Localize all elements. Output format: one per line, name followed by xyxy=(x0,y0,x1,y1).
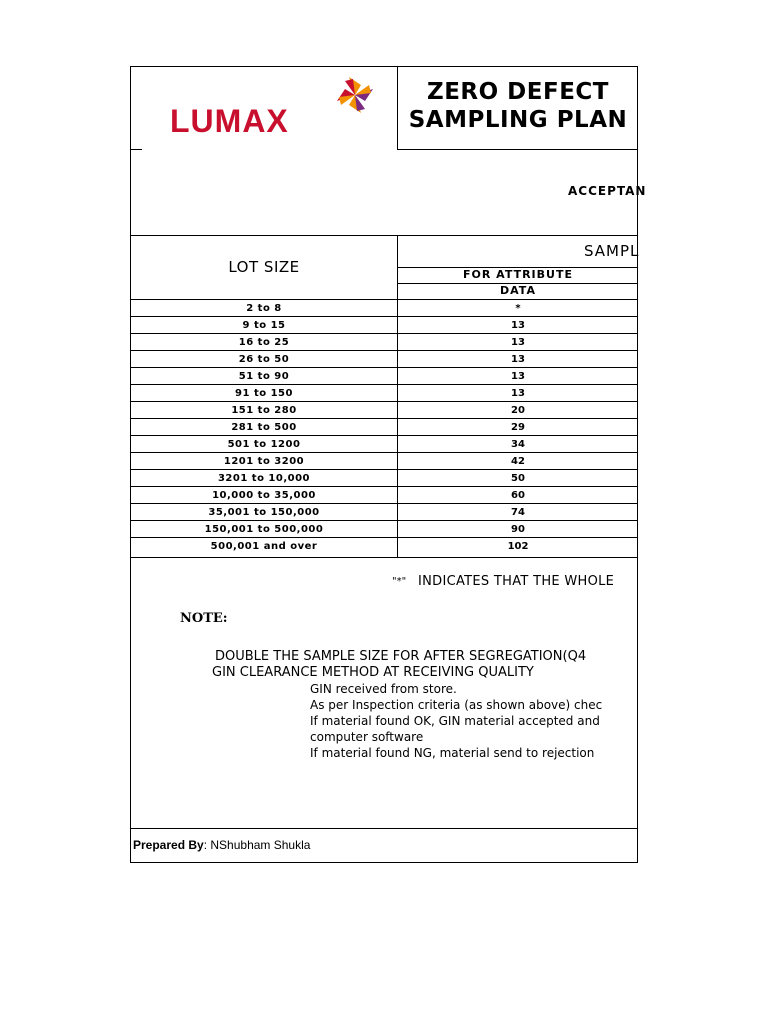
row-divider xyxy=(130,520,638,521)
lot-size-header: LOT SIZE xyxy=(228,258,300,276)
lot-size-cell: 500,001 and over xyxy=(210,541,318,552)
table-row xyxy=(130,351,638,368)
brand-wordmark: LUMAX xyxy=(170,103,289,136)
table-row xyxy=(130,504,638,521)
lot-size-cell: 1201 to 3200 xyxy=(223,456,305,467)
row-divider xyxy=(130,537,638,538)
row-divider xyxy=(130,452,638,453)
lot-size-cell: 281 to 500 xyxy=(231,422,297,433)
note-label: NOTE: xyxy=(180,611,228,626)
table-row xyxy=(130,436,638,453)
lot-size-cell: 16 to 25 xyxy=(238,337,290,348)
table-row xyxy=(130,368,638,385)
lumax-logo xyxy=(170,72,380,136)
note-line-1: DOUBLE THE SAMPLE SIZE FOR AFTER SEGREGATION(Q4 xyxy=(215,649,587,664)
row-divider xyxy=(130,469,638,470)
title-line-2: SAMPLING PLAN xyxy=(408,107,628,133)
note-line-7: If material found NG, material send to rejection xyxy=(310,746,595,760)
prepared-by-value: : NShubham Shukla xyxy=(203,838,311,852)
sample-size-cell: 60 xyxy=(511,490,525,501)
lot-size-cell: 91 to 150 xyxy=(235,388,293,399)
header-underline-left xyxy=(130,149,142,150)
row-divider xyxy=(130,316,638,317)
sample-size-cell: 13 xyxy=(511,371,525,382)
table-bottom-border xyxy=(130,557,638,558)
table-row xyxy=(130,470,638,487)
sample-size-cell: 13 xyxy=(511,337,525,348)
sample-size-cell: * xyxy=(515,303,521,314)
lot-size-cell: 2 to 8 xyxy=(246,303,282,314)
row-divider xyxy=(130,435,638,436)
table-row xyxy=(130,317,638,334)
row-divider xyxy=(130,333,638,334)
lot-size-cell: 51 to 90 xyxy=(238,371,290,382)
row-divider xyxy=(130,503,638,504)
note-line-2: GIN CLEARANCE METHOD AT RECEIVING QUALITY xyxy=(212,665,534,680)
row-divider xyxy=(130,367,638,368)
sample-size-cell: 42 xyxy=(511,456,525,467)
pinwheel-icon xyxy=(337,77,373,113)
sample-size-cell: 13 xyxy=(511,354,525,365)
sample-header: SAMPL xyxy=(584,242,640,260)
row-divider xyxy=(130,418,638,419)
row-divider xyxy=(130,401,638,402)
note-line-5: If material found OK, GIN material accepted and xyxy=(310,714,600,728)
row-divider xyxy=(130,486,638,487)
sample-size-cell: 34 xyxy=(511,439,525,450)
sample-size-cell: 90 xyxy=(511,524,525,535)
table-row xyxy=(130,385,638,402)
table-row xyxy=(130,300,638,317)
page-title xyxy=(398,78,638,134)
table-row xyxy=(130,419,638,436)
lot-size-cell: 9 to 15 xyxy=(242,320,286,331)
asterisk-note: INDICATES THAT THE WHOLE xyxy=(418,574,615,589)
row-divider xyxy=(130,384,638,385)
note-line-4: As per Inspection criteria (as shown above) chec xyxy=(310,698,603,712)
table-row xyxy=(130,487,638,504)
attribute-header-line-1: FOR ATTRIBUTE xyxy=(463,268,573,281)
title-line-1: ZERO DEFECT xyxy=(427,79,609,105)
sample-size-cell: 29 xyxy=(511,422,525,433)
asterisk-mark: "*" xyxy=(392,576,407,587)
note-line-3: GIN received from store. xyxy=(310,682,457,696)
row-divider xyxy=(130,299,638,300)
border-bottom xyxy=(130,862,638,863)
table-row xyxy=(130,402,638,419)
sample-size-cell: 13 xyxy=(511,388,525,399)
lot-size-cell: 150,001 to 500,000 xyxy=(204,524,324,535)
acceptance-label: ACCEPTAN xyxy=(568,184,647,198)
lot-size-cell: 35,001 to 150,000 xyxy=(208,507,320,518)
prepared-by xyxy=(133,838,310,852)
row-divider xyxy=(130,350,638,351)
border-top xyxy=(130,66,638,67)
lot-size-cell: 3201 to 10,000 xyxy=(217,473,311,484)
lot-size-cell: 26 to 50 xyxy=(238,354,290,365)
sample-size-cell: 20 xyxy=(511,405,525,416)
table-row xyxy=(130,334,638,351)
table-row xyxy=(130,453,638,470)
lot-size-cell: 151 to 280 xyxy=(231,405,297,416)
lot-size-cell: 10,000 to 35,000 xyxy=(212,490,316,501)
sample-size-cell: 13 xyxy=(511,320,525,331)
prepared-by-label: Prepared By xyxy=(133,838,204,852)
header-underline-right xyxy=(397,149,638,150)
sample-size-cell: 102 xyxy=(507,541,529,552)
table-row xyxy=(130,538,638,555)
footer-top-border xyxy=(130,828,638,829)
lot-size-cell: 501 to 1200 xyxy=(227,439,301,450)
sample-size-cell: 74 xyxy=(511,507,525,518)
note-line-6: computer software xyxy=(310,730,424,744)
table-row xyxy=(130,521,638,538)
attribute-header-line-2: DATA xyxy=(500,284,536,297)
sample-size-cell: 50 xyxy=(511,473,525,484)
table-top-border xyxy=(130,235,638,236)
